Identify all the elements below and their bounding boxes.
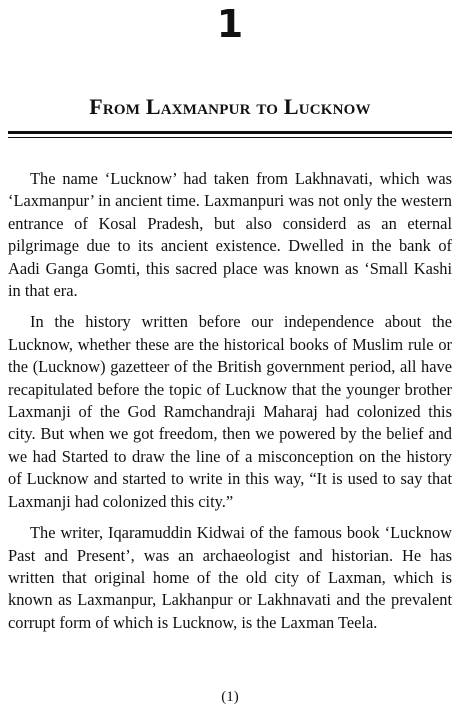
- chapter-title: From Laxmanpur to Lucknow: [89, 94, 371, 119]
- title-rule-thick: [8, 131, 452, 134]
- paragraph-2: In the history written before our independence about the Lucknow, whether these are the historical books of Muslim rule or the (Lucknow) gazetteer of the British government period, all have recapitulated before the topic of Lucknow that the younger brother Laxmanji of the God Ramchandraji Maharaj had colonized this city. But when we got freedom, then we powered by the belief and we had Started to draw the line of a misconception on the history of Lucknow and started to write in this way, “It is used to say that Laxmanji had colonized this city.”: [8, 312, 452, 511]
- title-rule-thin: [8, 137, 452, 138]
- paragraph-1: The name ‘Lucknow’ had taken from Lakhnavati, which was ‘Laxmanpur’ in ancient time. Laxmanpuri was not only the western entrance of Kosal Pradesh, but also considerd as an eternal pilgrimage due to its ancient existence. Dwelled in the bank of Aadi Ganga Gomti, this sacred place was known as ‘Small Kashi in that era.: [8, 169, 452, 301]
- chapter-number: 1: [216, 2, 244, 46]
- paragraph-3: The writer, Iqaramuddin Kidwai of the famous book ‘Lucknow Past and Present’, was an archaeologist and historian. He has written that original home of the old city of Laxman, which is known as Laxmanpur, Lakhanpur or Lakhnavati and the prevalent corrupt form of which is Lucknow, is the Laxman Teela.: [8, 523, 452, 632]
- page-number: (1): [221, 689, 239, 705]
- chapter-body: [8, 168, 452, 643]
